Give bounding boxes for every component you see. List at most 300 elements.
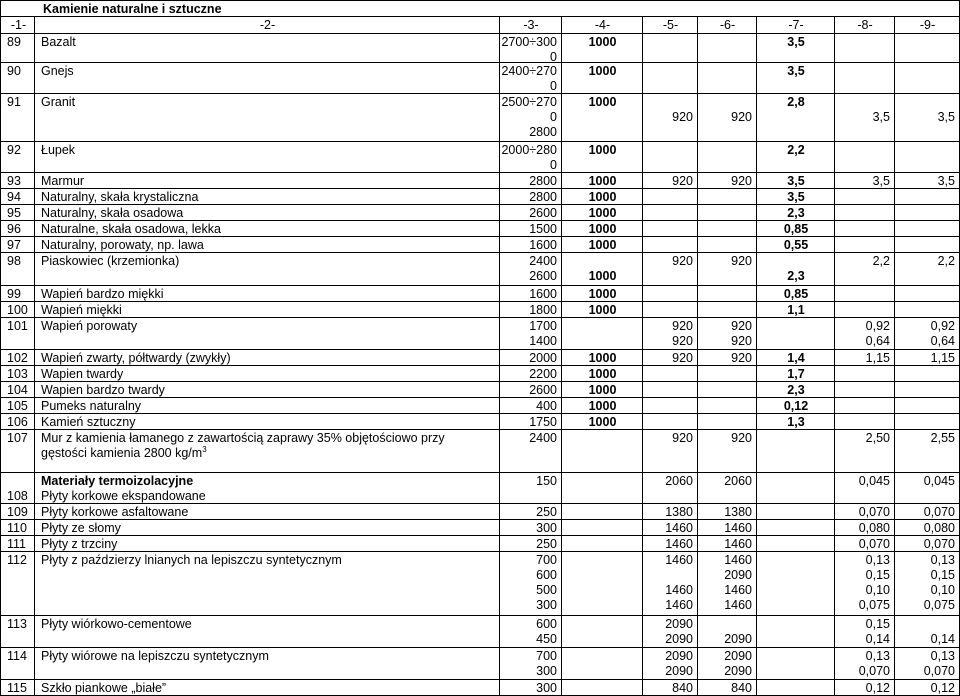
cell-text: 300 [536, 598, 557, 612]
cell-col-3 [500, 350, 562, 365]
cell-col-5 [643, 142, 698, 172]
cell-col-2 [35, 616, 500, 647]
cell-col-2 [35, 398, 500, 413]
column-number: -1- [10, 18, 27, 32]
cell-text: Naturalny, skała krystaliczna [41, 190, 199, 204]
cell-col-1 [0, 350, 35, 365]
cell-text: 1000 [588, 174, 617, 188]
cell-col-3 [500, 414, 562, 429]
cell-col-9 [895, 318, 960, 349]
cell-text: 0,080 [923, 521, 955, 535]
cell-col-1 [0, 504, 35, 519]
table-row [0, 94, 960, 142]
cell-text: gęstości kamienia 2800 $kg/m^3$ [41, 444, 207, 460]
cell-text: 0,070 [923, 505, 955, 519]
cell-text: 0,13 [930, 553, 955, 567]
cell-col-1 [0, 366, 35, 381]
cell-text: 920 [672, 351, 693, 365]
cell-text: 109 [7, 505, 28, 519]
cell-text: 1380 [665, 505, 693, 519]
cell-text: 0,15 [865, 617, 890, 631]
cell-col-9 [895, 520, 960, 535]
cell-col-9 [895, 286, 960, 301]
cell-col-1 [0, 552, 35, 615]
cell-text: 2090 [665, 617, 693, 631]
cell-col-8 [835, 616, 895, 647]
cell-text: Wapien twardy [41, 367, 124, 381]
cell-col-6 [698, 302, 757, 317]
cell-text: 0,045 [923, 474, 955, 488]
cell-col-1 [0, 616, 35, 647]
cell-text: 0,92 [865, 319, 890, 333]
cell-col-3 [500, 142, 562, 172]
cell-text: Płyty korkowe asfaltowane [41, 505, 189, 519]
cell-col-5 [643, 94, 698, 141]
cell-col-9 [895, 350, 960, 365]
cell-text: 2090 [665, 649, 693, 663]
cell-col-4 [562, 302, 643, 317]
table-title: Kamienie naturalne i sztuczne [43, 2, 222, 16]
table-row [0, 430, 960, 473]
cell-text: Materiały termoizolacyjne [41, 474, 194, 488]
cell-text: 92 [7, 143, 21, 157]
table-row [0, 205, 960, 221]
cell-text: 0,12 [865, 681, 890, 695]
cell-col-7 [757, 63, 835, 93]
cell-col-4 [562, 189, 643, 204]
cell-col-2 [35, 414, 500, 429]
cell-text: Naturalne, skała osadowa, lekka [41, 222, 221, 236]
cell-col-7 [757, 318, 835, 349]
cell-col-7 [757, 350, 835, 365]
cell-text: 1000 [588, 399, 617, 413]
cell-col-7 [757, 366, 835, 381]
cell-col-4 [562, 552, 643, 615]
cell-text: 2800 [529, 190, 557, 204]
cell-col-1 [0, 142, 35, 172]
table-row [0, 398, 960, 414]
table-row [0, 173, 960, 189]
cell-col-4 [562, 350, 643, 365]
cell-text: 110 [7, 521, 27, 535]
cell-text: 2090 [724, 649, 752, 663]
cell-text: 1000 [588, 415, 617, 429]
cell-text: 840 [672, 681, 693, 695]
cell-col-6 [698, 414, 757, 429]
table-row [0, 189, 960, 205]
cell-col-7 [757, 205, 835, 220]
cell-text: 0 [550, 79, 557, 93]
cell-col-4 [562, 253, 643, 285]
table-row [0, 142, 960, 173]
cell-text: 0,13 [865, 649, 890, 663]
cell-col-2 [35, 520, 500, 535]
cell-col-8 [835, 504, 895, 519]
cell-col-8 [835, 221, 895, 236]
cell-col-6 [698, 221, 757, 236]
cell-col-9 [895, 205, 960, 220]
cell-text: Pumeks naturalny [41, 399, 142, 413]
cell-col-1 [0, 253, 35, 285]
cell-text: 1,1 [787, 303, 805, 317]
cell-text: 3,5 [787, 190, 805, 204]
cell-col-5 [643, 473, 698, 503]
cell-col-5 [643, 189, 698, 204]
cell-text: 0,13 [930, 649, 955, 663]
cell-text: 3,5 [937, 174, 955, 188]
table-row [0, 504, 960, 520]
cell-col-8 [835, 536, 895, 551]
cell-text: 1000 [588, 287, 617, 301]
cell-text: 2600 [529, 269, 557, 283]
cell-col-6 [698, 552, 757, 615]
table-row [0, 648, 960, 680]
cell-text: 1000 [588, 351, 617, 365]
cell-col-4 [562, 504, 643, 519]
cell-col-4 [562, 318, 643, 349]
cell-col-6 [698, 350, 757, 365]
cell-col-4 [562, 94, 643, 141]
cell-col-6 [698, 616, 757, 647]
cell-text: 0,045 [858, 474, 890, 488]
cell-col-8 [835, 94, 895, 141]
cell-text: 0,12 [930, 681, 955, 695]
cell-col-2 [35, 189, 500, 204]
column-number-cell [500, 17, 562, 33]
cell-col-2 [35, 302, 500, 317]
cell-text: 112 [7, 553, 27, 567]
cell-text: 2,3 [787, 206, 805, 220]
cell-col-9 [895, 398, 960, 413]
cell-col-2 [35, 173, 500, 188]
cell-col-2 [35, 350, 500, 365]
table-row [0, 414, 960, 430]
cell-text: 0,92 [930, 319, 955, 333]
cell-col-4 [562, 63, 643, 93]
cell-col-5 [643, 398, 698, 413]
cell-col-9 [895, 552, 960, 615]
cell-col-8 [835, 648, 895, 679]
cell-text: 0,070 [923, 537, 955, 551]
cell-col-7 [757, 34, 835, 62]
cell-text: Łupek [41, 143, 76, 157]
cell-col-3 [500, 552, 562, 615]
cell-text: 1460 [665, 521, 693, 535]
cell-text: 0,14 [930, 632, 955, 646]
cell-col-7 [757, 189, 835, 204]
cell-col-6 [698, 520, 757, 535]
cell-col-6 [698, 286, 757, 301]
cell-text: Wapien bardzo twardy [41, 383, 165, 397]
cell-col-4 [562, 205, 643, 220]
cell-text: 96 [7, 222, 21, 236]
cell-text: 920 [731, 431, 752, 445]
cell-text: 1,15 [930, 351, 955, 365]
column-number-row [0, 17, 960, 34]
cell-text: Wapień porowaty [41, 319, 138, 333]
cell-col-3 [500, 648, 562, 679]
cell-col-8 [835, 63, 895, 93]
cell-text: 1,4 [787, 351, 805, 365]
cell-col-1 [0, 536, 35, 551]
cell-text: 450 [536, 632, 557, 646]
cell-text: 0,64 [930, 334, 955, 348]
column-number: -3- [523, 18, 539, 32]
cell-text: 90 [7, 64, 21, 78]
cell-col-8 [835, 430, 895, 472]
cell-col-6 [698, 34, 757, 62]
cell-col-5 [643, 648, 698, 679]
cell-text: 1380 [724, 505, 752, 519]
cell-col-2 [35, 680, 500, 695]
cell-col-1 [0, 680, 35, 695]
cell-col-6 [698, 680, 757, 695]
cell-col-3 [500, 34, 562, 62]
cell-text: 1700 [529, 319, 557, 333]
cell-text: 3,5 [872, 110, 890, 124]
cell-col-5 [643, 520, 698, 535]
cell-col-7 [757, 286, 835, 301]
cell-col-3 [500, 473, 562, 503]
cell-text: 91 [7, 95, 21, 109]
cell-col-5 [643, 504, 698, 519]
cell-text: 0,070 [858, 537, 890, 551]
cell-col-3 [500, 205, 562, 220]
cell-col-2 [35, 504, 500, 519]
cell-col-8 [835, 398, 895, 413]
cell-text: 1750 [529, 415, 557, 429]
cell-col-2 [35, 253, 500, 285]
cell-text: 2090 [665, 664, 693, 678]
cell-text: 300 [536, 681, 557, 695]
cell-text: 106 [7, 415, 28, 429]
table-row [0, 253, 960, 286]
cell-text: Płyty ze słomy [41, 521, 121, 535]
cell-col-7 [757, 616, 835, 647]
cell-col-8 [835, 237, 895, 252]
cell-text: 93 [7, 174, 21, 188]
cell-text: 920 [672, 174, 693, 188]
cell-col-1 [0, 34, 35, 62]
cell-text: 920 [672, 319, 693, 333]
cell-text: Naturalny, porowaty, np. lawa [41, 238, 204, 252]
cell-col-8 [835, 414, 895, 429]
cell-col-2 [35, 221, 500, 236]
cell-text: Mur z kamienia łamanego z zawartością zaprawy 35% objętościowo przy [41, 431, 445, 445]
cell-col-9 [895, 616, 960, 647]
cell-text: 2500÷270 [501, 95, 557, 109]
cell-text: 2400÷270 [501, 64, 557, 78]
cell-col-4 [562, 34, 643, 62]
cell-col-1 [0, 414, 35, 429]
cell-col-6 [698, 63, 757, 93]
cell-text: 1600 [529, 238, 557, 252]
cell-text: 1000 [588, 190, 617, 204]
cell-text: 500 [536, 583, 557, 597]
table-row [0, 680, 960, 696]
cell-text: 1460 [724, 521, 752, 535]
cell-col-4 [562, 142, 643, 172]
table-title-row [0, 0, 960, 17]
cell-col-8 [835, 189, 895, 204]
cell-col-3 [500, 63, 562, 93]
cell-text: 0,55 [783, 238, 809, 252]
cell-col-9 [895, 414, 960, 429]
cell-col-5 [643, 63, 698, 93]
cell-text: 0,15 [865, 568, 890, 582]
cell-col-9 [895, 504, 960, 519]
cell-text: Gnejs [41, 64, 74, 78]
cell-col-2 [35, 63, 500, 93]
cell-col-7 [757, 382, 835, 397]
table-row [0, 536, 960, 552]
table-row [0, 520, 960, 536]
cell-col-2 [35, 237, 500, 252]
cell-col-1 [0, 205, 35, 220]
cell-text: 150 [536, 474, 557, 488]
cell-text: 600 [536, 568, 557, 582]
cell-col-1 [0, 318, 35, 349]
cell-col-9 [895, 382, 960, 397]
cell-col-8 [835, 520, 895, 535]
cell-text: 94 [7, 190, 21, 204]
cell-col-1 [0, 63, 35, 93]
cell-text: 3,5 [787, 174, 805, 188]
column-number: -9- [919, 18, 936, 32]
cell-col-5 [643, 318, 698, 349]
table-row [0, 34, 960, 63]
cell-col-3 [500, 253, 562, 285]
cell-col-7 [757, 237, 835, 252]
cell-col-7 [757, 253, 835, 285]
cell-col-6 [698, 142, 757, 172]
cell-col-9 [895, 63, 960, 93]
cell-text: 2800 [529, 174, 557, 188]
cell-col-5 [643, 350, 698, 365]
cell-col-8 [835, 473, 895, 503]
cell-col-7 [757, 94, 835, 141]
cell-text: 0,85 [783, 222, 809, 236]
cell-col-3 [500, 536, 562, 551]
column-number: -8- [857, 18, 873, 32]
cell-col-6 [698, 94, 757, 141]
cell-col-7 [757, 504, 835, 519]
cell-text: 920 [731, 319, 752, 333]
cell-text: 2,55 [930, 431, 955, 445]
cell-text: 89 [7, 35, 21, 49]
cell-text: 111 [7, 537, 27, 551]
table-row [0, 552, 960, 616]
cell-col-5 [643, 173, 698, 188]
cell-col-8 [835, 302, 895, 317]
cell-text: 1000 [588, 206, 617, 220]
cell-text: 700 [536, 553, 557, 567]
cell-text: 0,070 [923, 664, 955, 678]
cell-col-1 [0, 648, 35, 679]
cell-col-3 [500, 221, 562, 236]
cell-text: 2400 [529, 431, 557, 445]
cell-text: 2800 [529, 125, 557, 139]
cell-col-6 [698, 536, 757, 551]
cell-col-1 [0, 430, 35, 472]
cell-col-4 [562, 520, 643, 535]
cell-col-4 [562, 473, 643, 503]
cell-text: 1000 [588, 367, 617, 381]
cell-text: Płyty z paździerzy lnianych na lepiszczu syntetycznym [41, 553, 342, 567]
cell-text: 105 [7, 399, 28, 413]
table-row [0, 63, 960, 94]
cell-col-8 [835, 366, 895, 381]
cell-col-7 [757, 142, 835, 172]
cell-col-8 [835, 205, 895, 220]
cell-text: 1460 [665, 583, 693, 597]
cell-col-4 [562, 616, 643, 647]
cell-text: 0,13 [865, 553, 890, 567]
cell-col-9 [895, 366, 960, 381]
cell-col-4 [562, 648, 643, 679]
cell-text: 920 [672, 110, 693, 124]
cell-col-9 [895, 94, 960, 141]
cell-text: 920 [731, 174, 752, 188]
cell-col-7 [757, 520, 835, 535]
cell-text: 2400 [529, 254, 557, 268]
cell-text: 1000 [588, 143, 617, 157]
cell-text: 2060 [665, 474, 693, 488]
cell-text: 103 [7, 367, 28, 381]
cell-text: 1460 [724, 537, 752, 551]
column-number: -2- [259, 18, 276, 32]
cell-col-8 [835, 34, 895, 62]
cell-text: 700 [536, 649, 557, 663]
cell-col-1 [0, 94, 35, 141]
cell-col-3 [500, 398, 562, 413]
cell-col-2 [35, 94, 500, 141]
cell-col-9 [895, 221, 960, 236]
cell-col-1 [0, 382, 35, 397]
cell-col-4 [562, 414, 643, 429]
cell-col-4 [562, 680, 643, 695]
cell-text: 2000÷280 [501, 143, 557, 157]
cell-col-7 [757, 302, 835, 317]
cell-col-1 [0, 520, 35, 535]
cell-col-6 [698, 205, 757, 220]
cell-col-2 [35, 552, 500, 615]
cell-col-5 [643, 680, 698, 695]
cell-col-5 [643, 366, 698, 381]
cell-text: 3,5 [872, 174, 890, 188]
cell-text: 108 [7, 489, 28, 503]
cell-text: 100 [7, 303, 28, 317]
cell-text: 1,15 [865, 351, 890, 365]
cell-text: Płyty korkowe ekspandowane [41, 489, 206, 503]
cell-col-9 [895, 253, 960, 285]
cell-text: Naturalny, skała osadowa [41, 206, 184, 220]
cell-text: 2090 [665, 632, 693, 646]
cell-col-2 [35, 142, 500, 172]
cell-text: 98 [7, 254, 21, 268]
cell-text: 2090 [724, 568, 752, 582]
cell-text: Bazalt [41, 35, 76, 49]
cell-col-5 [643, 414, 698, 429]
cell-col-7 [757, 398, 835, 413]
cell-col-4 [562, 366, 643, 381]
cell-text: 300 [536, 664, 557, 678]
cell-col-1 [0, 398, 35, 413]
cell-col-2 [35, 205, 500, 220]
cell-text: 0,070 [858, 505, 890, 519]
cell-text: 0,080 [858, 521, 890, 535]
column-number: -6- [719, 18, 736, 32]
